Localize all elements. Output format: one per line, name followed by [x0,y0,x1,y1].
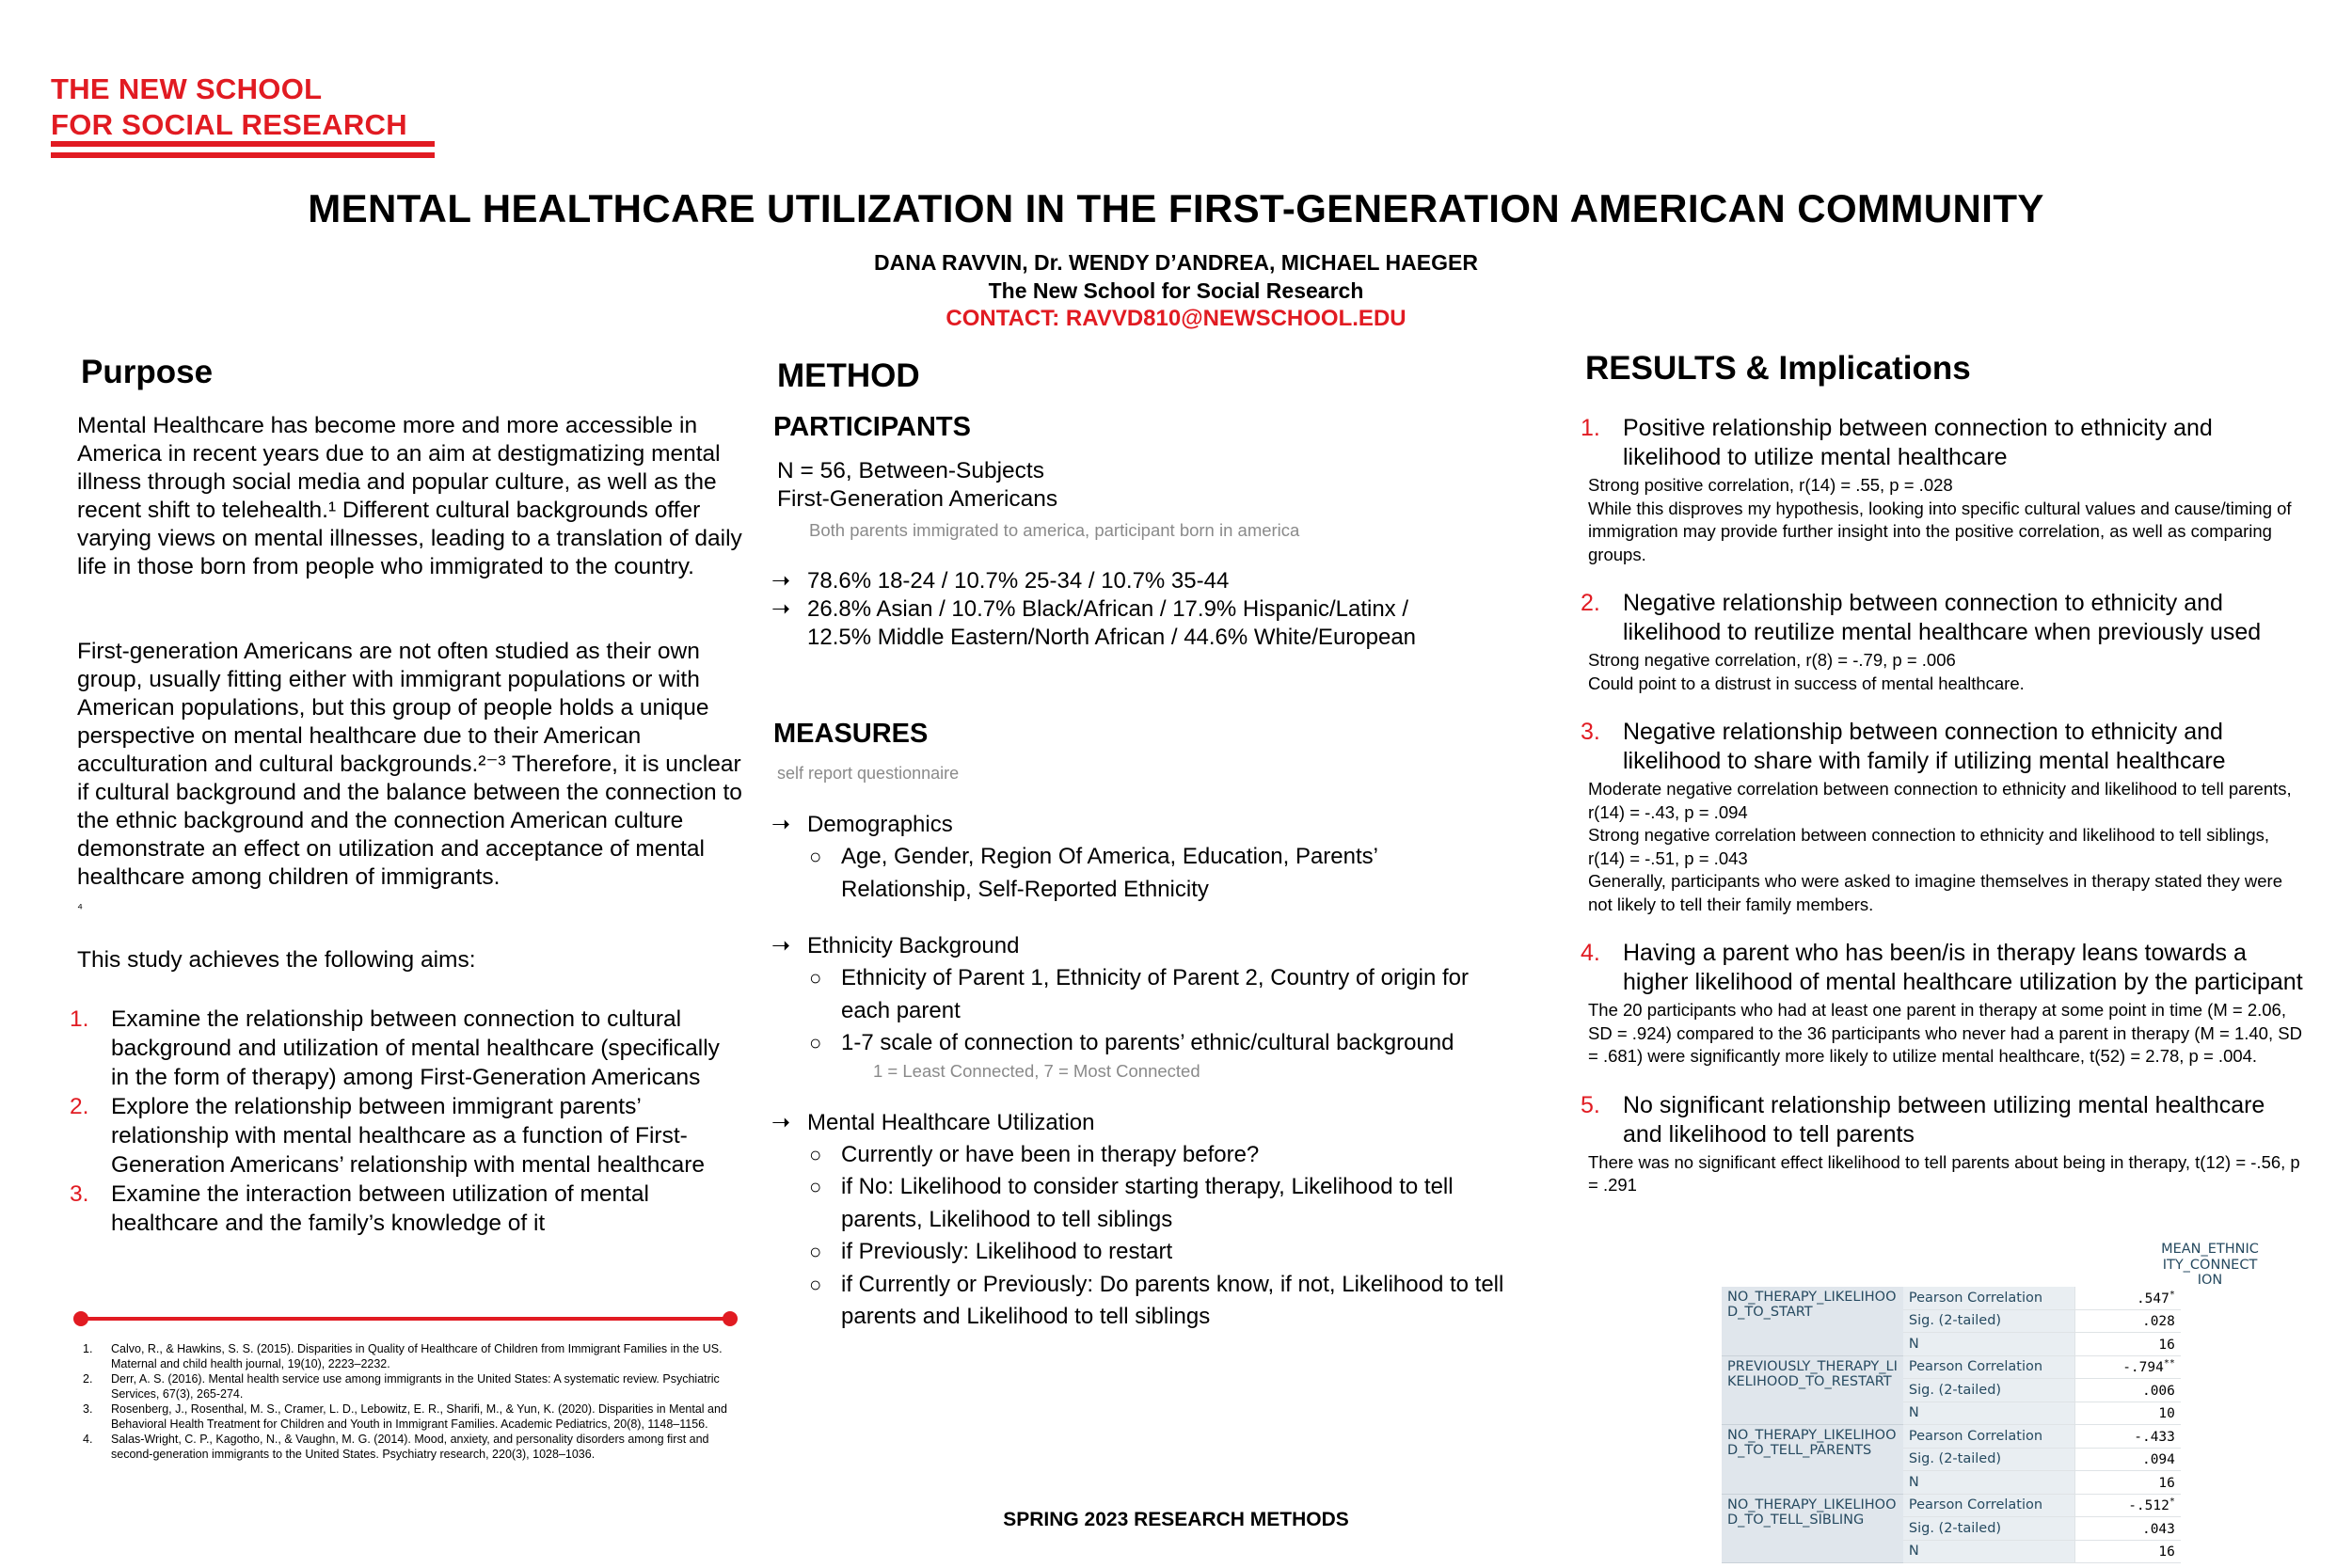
variable-label: NO_THERAPY_LIKELIHOO D_TO_TELL_PARENTS [1722,1425,1903,1495]
statistic-value [2074,1540,2181,1563]
scale-note: 1 = Least Connected, 7 = Most Connected [873,1060,1200,1081]
statistic-value-text: 16 [2158,1337,2175,1353]
measure-label: Ethnicity Background [807,933,1020,958]
statistic-value-text: .043 [2141,1521,2175,1537]
measures-heading: MEASURES [773,719,929,749]
reference-list [83,1341,741,1462]
statistic-value-text: .028 [2141,1314,2175,1330]
sample-group: First-Generation Americans [777,486,1058,512]
circle-bullet-icon: ○ [809,1272,822,1296]
sample-note: Both parents immigrated to america, participant born in america [809,520,1300,540]
aim-number: 1. [70,1006,89,1032]
result-item [1581,589,2305,695]
table-row [1722,1425,2181,1449]
reference-number: 1. [83,1342,93,1355]
statistic-label: Pearson Correlation [1903,1494,2075,1517]
reference-number: 3. [83,1402,93,1416]
reference-item [83,1402,741,1432]
measure-sublist [807,841,1505,906]
significance-marker: * [2169,1289,2175,1300]
measure-subitem-text: Age, Gender, Region Of America, Education, Parents’ Relationship, Self-Reported Ethnicity [841,844,1378,902]
result-title-text: Negative relationship between connection to ethnicity and likelihood to share with family if utilizing mental healthcare [1623,719,2226,774]
arrow-icon: ➝ [771,568,791,594]
measure-demographics [771,809,1505,906]
measure-label: Demographics [807,812,953,837]
variable-label: PREVIOUSLY_THERAPY_LI KELIHOOD_TO_RESTART [1722,1355,1903,1425]
result-item [1581,718,2305,916]
statistic-label: Sig. (2-tailed) [1903,1379,2075,1402]
arrow-icon: ➝ [771,933,791,958]
measure-subitem [807,841,1505,906]
aim-text: Examine the interaction between utilization of mental healthcare and the family’s knowledge of it [111,1181,649,1236]
statistic-label: N [1903,1540,2075,1563]
purpose-paragraph-2-text: First-generation Americans are not often studied as their own group, usually fitting either with immigrant populations or with American populations, but this group of people holds a unique perspective on mental healthcare due to their American acculturation and cultural backgrounds.²⁻³ Therefore, it is unclear if cultural background and the balance between the connection to the ethnic background and the connection American culture demonstrate an effect on utilization and acceptance of mental healthcare among children of immigrants. [77,639,742,890]
measure-ethnicity [771,930,1505,1083]
purpose-paragraph-2-footnote: ⁴ [77,900,84,915]
variable-label: NO_THERAPY_LIKELIHOO D_TO_START [1722,1287,1903,1355]
measure-subitem-text: Currently or have been in therapy before? [841,1141,1260,1167]
statistic-label: Pearson Correlation [1903,1425,2075,1449]
reference-text: Rosenberg, J., Rosenthal, M. S., Cramer, L. D., Lebowitz, E. R., Sharifi, M., & Yun, K. (2020). Disparities in Mental and Behavioral Health Treatment for Children and Youth in Immigrant Families. Academic Pediatrics, 20(8), 1148–1156. [111,1402,727,1431]
result-item [1581,414,2305,566]
statistic-value-text: .006 [2141,1383,2175,1399]
reference-item [83,1432,741,1462]
result-number: 1. [1581,415,1600,441]
statistic-value [2074,1402,2181,1425]
contact-email: CONTACT: RAVVD810@NEWSCHOOL.EDU [946,306,1406,331]
participants-block [777,457,1057,514]
result-title-text: Negative relationship between connection to ethnicity and likelihood to reutilize mental healthcare when previously used [1623,590,2262,645]
statistic-value-text: -.794 [2122,1360,2164,1376]
results-heading: RESULTS & Implications [1585,350,1971,387]
method-heading: METHOD [777,357,920,394]
poster-title: MENTAL HEALTHCARE UTILIZATION IN THE FIRST-GENERATION AMERICAN COMMUNITY [308,186,2044,230]
statistic-value [2074,1425,2181,1449]
logo-rule-top [51,141,435,147]
statistic-label: N [1903,1333,2075,1356]
measure-subitem-text: if Currently or Previously: Do parents know, if not, Likelihood to tell parents and Likelihood to tell siblings [841,1271,1504,1329]
arrow-icon: ➝ [771,812,791,837]
aim-number: 3. [70,1181,89,1207]
result-title-text: No significant relationship between utilizing mental healthcare and likelihood to tell parents [1623,1091,2265,1148]
logo-rule-bottom [51,152,435,158]
sample-size: N = 56, Between-Subjects [777,458,1044,483]
ethnicity-breakdown [771,595,1468,652]
statistic-value-text: -.433 [2134,1429,2175,1445]
aim-number: 2. [70,1094,89,1119]
table-row [1722,1287,2181,1309]
measure-subitem [807,962,1505,1027]
significance-marker: * [2169,1497,2175,1508]
measure-subitem-text: if Previously: Likelihood to restart [841,1239,1173,1264]
aim-item [70,1005,738,1092]
demographic-summary [771,567,1468,652]
measure-sublist [807,1139,1505,1334]
age-breakdown [771,567,1468,595]
statistic-value [2074,1355,2181,1379]
reference-text: Derr, A. S. (2016). Mental health service use among immigrants in the United States: A systematic review. Psychiatric Services, 67(3), 265-274. [111,1372,720,1401]
purpose-heading: Purpose [81,354,214,390]
result-title-text: Positive relationship between connection to ethnicity and likelihood to utilize mental healthcare [1623,415,2213,470]
measure-subitem-text: if No: Likelihood to consider starting therapy, Likelihood to tell parents, Likelihood to tell siblings [841,1174,1454,1232]
institution: The New School for Social Research [988,278,1364,303]
statistic-value-text: 16 [2158,1475,2175,1491]
measure-label: Mental Healthcare Utilization [807,1109,1095,1135]
divider-right-dot [723,1311,738,1326]
reference-item [83,1341,741,1371]
circle-bullet-icon: ○ [809,966,822,990]
arrow-icon: ➝ [771,596,791,622]
reference-number: 2. [83,1372,93,1386]
statistic-value-text: -.512 [2128,1498,2169,1514]
statistic-value [2074,1471,2181,1495]
divider-left-dot [73,1311,88,1326]
table-row [1722,1355,2181,1379]
reference-item [83,1371,741,1402]
table-column-header: MEAN_ETHNIC ITY_CONNECT ION [2161,1242,2259,1288]
statistic-value-text: 10 [2158,1406,2175,1422]
measure-subitem [807,1269,1505,1334]
result-detail: Moderate negative correlation between connection to ethnicity and likelihood to tell parents, r(14) = -.43, p = .094 Strong negative correlation between connection to ethnicity and likelihood to tell siblings, r(14) = -.51, p = .043 Generally, participants who were asked to imagine themselves in therapy stated they were not likely to tell their family members. [1588,779,2292,914]
aims-list [70,1005,738,1238]
measure-subitem [807,1027,1505,1060]
result-number: 3. [1581,719,1600,745]
reference-text: Calvo, R., & Hawkins, S. S. (2015). Disparities in Quality of Healthcare of Children from Immigrant Families in the US. Maternal and child health journal, 19(10), 2223–2232. [111,1342,723,1370]
result-number: 2. [1581,590,1600,616]
aim-item [70,1092,738,1180]
institution-logo [51,71,407,143]
significance-marker: ** [2163,1358,2175,1370]
footer-text: SPRING 2023 RESEARCH METHODS [1003,1509,1349,1530]
statistic-value-text: 16 [2158,1544,2175,1560]
logo-line-2: FOR SOCIAL RESEARCH [51,108,407,141]
result-title [1581,414,2305,472]
circle-bullet-icon: ○ [809,1240,822,1263]
statistic-label: N [1903,1402,2075,1425]
statistic-label: N [1903,1471,2075,1495]
purpose-paragraph-2 [77,638,747,922]
author-block [0,248,2352,333]
measure-subitem [807,1139,1505,1172]
result-title [1581,939,2305,997]
statistic-value-text: .094 [2141,1452,2175,1468]
measure-subitem [807,1171,1505,1236]
circle-bullet-icon: ○ [809,1142,822,1166]
reference-number: 4. [83,1433,93,1446]
result-item [1581,939,2305,1069]
result-detail: The 20 participants who had at least one parent in therapy at some point in time (M = 2.06, SD = .924) compared to the 36 participants who never had a parent in therapy (M = 1.40, SD = .681) were significantly more likely to utilize mental healthcare, t(52) = 2.78, p = .004. [1588,1000,2302,1066]
statistic-label: Sig. (2-tailed) [1903,1517,2075,1541]
result-title [1581,718,2305,776]
logo-line-1: THE NEW SCHOOL [51,72,323,105]
measure-subitem-text: Ethnicity of Parent 1, Ethnicity of Parent 2, Country of origin for each parent [841,965,1469,1023]
statistic-value [2074,1309,2181,1333]
result-detail: There was no significant effect likelihood to tell parents about being in therapy, t(12) = -.56, p = .291 [1588,1151,2300,1195]
statistic-value [2074,1379,2181,1402]
measures-note: self report questionnaire [777,764,960,783]
result-number: 5. [1581,1091,1600,1118]
measure-subitem [807,1236,1505,1269]
authors: DANA RAVVIN, Dr. WENDY D’ANDREA, MICHAEL HAEGER [874,250,1478,275]
age-breakdown-text: 78.6% 18-24 / 10.7% 25-34 / 10.7% 35-44 [807,568,1230,594]
results-list [1581,414,2305,1197]
result-number: 4. [1581,940,1600,966]
variable-label: NO_THERAPY_LIKELIHOO D_TO_TELL_SIBLING [1722,1494,1903,1563]
statistic-value-text: .547 [2136,1291,2169,1307]
result-title [1581,1091,2305,1149]
aim-text: Explore the relationship between immigrant parents’ relationship with mental healthcare as a function of First-Generation Americans’ relationship with mental healthcare [111,1094,705,1178]
measures-list [771,809,1505,1334]
result-detail: Strong positive correlation, r(14) = .55, p = .028 While this disproves my hypothesis, looking into specific cultural values and cause/timing of immigration may provide further insight into the positive correlation, as well as comparing groups. [1588,475,2292,564]
statistic-label: Sig. (2-tailed) [1903,1309,2075,1333]
statistic-label: Pearson Correlation [1903,1287,2075,1309]
reference-divider [81,1317,730,1321]
result-title [1581,589,2305,647]
measure-subitem-text: 1-7 scale of connection to parents’ ethnic/cultural background [841,1030,1454,1055]
statistic-value [2074,1333,2181,1356]
ethnicity-breakdown-text: 26.8% Asian / 10.7% Black/African / 17.9% Hispanic/Latinx / 12.5% Middle Eastern/North African / 44.6% White/European [807,596,1417,650]
measure-sublist [807,962,1505,1060]
statistic-value [2074,1287,2181,1309]
aim-item [70,1180,738,1238]
participants-heading: PARTICIPANTS [773,412,971,442]
result-item [1581,1091,2305,1197]
arrow-icon: ➝ [771,1109,791,1135]
purpose-paragraph-1: Mental Healthcare has become more and more accessible in America in recent years due to an aim at destigmatizing mental illness through social media and popular culture, as well as the recent shift to telehealth.¹ Different cultural backgrounds offer varying views on mental illnesses, leading to a translation of daily life in those born from people who immigrated to the country. [77,413,742,579]
statistic-label: Sig. (2-tailed) [1903,1448,2075,1471]
circle-bullet-icon: ○ [809,1031,822,1054]
measure-utilization [771,1107,1505,1334]
statistic-value [2074,1448,2181,1471]
aim-text: Examine the relationship between connection to cultural background and utilization of mental healthcare (specifically in the form of therapy) among First-Generation Americans [111,1006,720,1090]
result-title-text: Having a parent who has been/is in therapy leans towards a higher likelihood of mental healthcare utilization by the participant [1623,940,2303,995]
circle-bullet-icon: ○ [809,845,822,868]
reference-text: Salas-Wright, C. P., Kagotho, N., & Vaughn, M. G. (2014). Mood, anxiety, and personality disorders among first and second-generation immigrants to the United States. Psychiatry research, 220(3), 1028–1036. [111,1433,709,1461]
aims-intro: This study achieves the following aims: [77,947,476,973]
result-detail: Strong negative correlation, r(8) = -.79, p = .006 Could point to a distrust in success of mental healthcare. [1588,650,2025,693]
circle-bullet-icon: ○ [809,1175,822,1198]
statistic-label: Pearson Correlation [1903,1355,2075,1379]
